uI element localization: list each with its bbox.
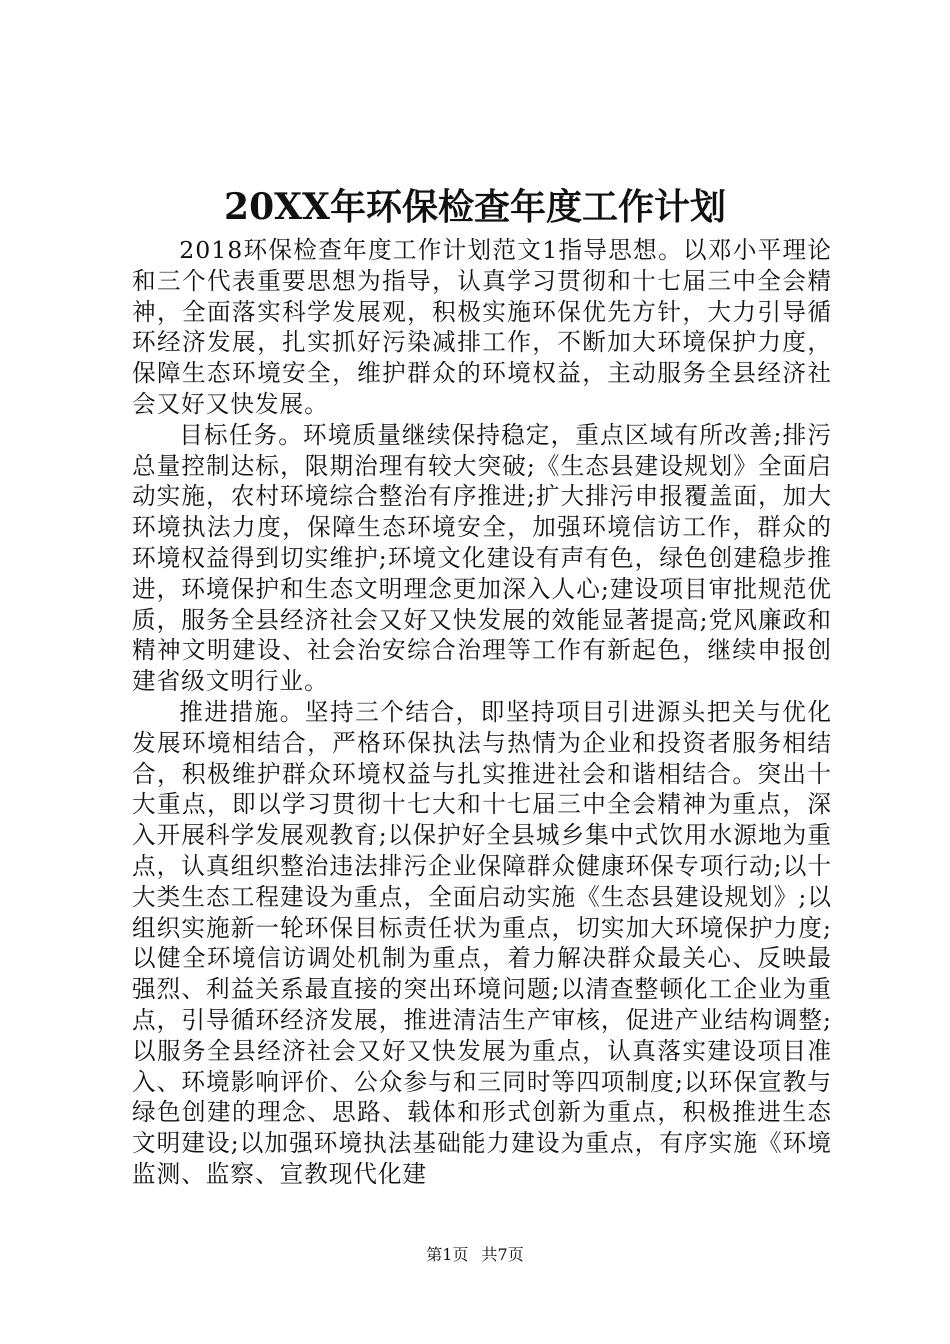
page-number: 第1页 [426, 1245, 469, 1264]
paragraph-objectives: 目标任务。环境质量继续保持稳定，重点区域有所改善;排污总量控制达标，限期治理有较大突破;《生态县建设规划》全面启动实施，农村环境综合整治有序推进;扩大排污申报覆盖面，加大环境执法力度，保障生态环境安全，加强环境信访工作，群众的环境权益得到切实维护;环境文化建设有声有色，绿色创建稳步推进，环境保护和生态文明理念更加深入人心;建设项目审批规范优质，服务全县经济社会又好又快发展的效能显著提高;党风廉政和精神文明建设、社会治安综合治理等工作有新起色，继续申报创建省级文明行业。 [132, 420, 832, 696]
paragraph-guiding-ideology: 2018环保检查年度工作计划范文1指导思想。以邓小平理论和三个代表重要思想为指导，认真学习贯彻和十七届三中全会精神，全面落实科学发展观，积极实施环保优先方针，大力引导循环经济发展，扎实抓好污染减排工作，不断加大环境保护力度，保障生态环境安全，维护群众的环境权益，主动服务全县经济社会又好又快发展。 [132, 236, 832, 418]
document-body [132, 235, 832, 1190]
document-title: 20XX年环保检查年度工作计划 [224, 186, 726, 228]
page-footer [0, 1244, 950, 1266]
paragraph-measures: 推进措施。坚持三个结合，即坚持项目引进源头把关与优化发展环境相结合，严格环保执法与热情为企业和投资者服务相结合，积极维护群众环境权益与扎实推进社会和谐相结合。突出十大重点，即以学习贯彻十七大和十七届三中全会精神为重点，深入开展科学发展观教育;以保护好全县城乡集中式饮用水源地为重点，认真组织整治违法排污企业保障群众健康环保专项行动;以十大类生态工程建设为重点，全面启动实施《生态县建设规划》;以组织实施新一轮环保目标责任状为重点，切实加大环境保护力度;以健全环境信访调处机制为重点，着力解决群众最关心、反映最强烈、利益关系最直接的突出环境问题;以清查整顿化工企业为重点，引导循环经济发展，推进清洁生产审核，促进产业结构调整;以服务全县经济社会又好又快发展为重点，认真落实建设项目准入、环境影响评价、公众参与和三同时等四项制度;以环保宣教与绿色创建的理念、思路、载体和形式创新为重点，积极推进生态文明建设;以加强环境执法基础能力建设为重点，有序实施《环境监测、监察、宣教现代化建 [132, 697, 832, 1188]
page-count: 共7页 [481, 1245, 524, 1264]
